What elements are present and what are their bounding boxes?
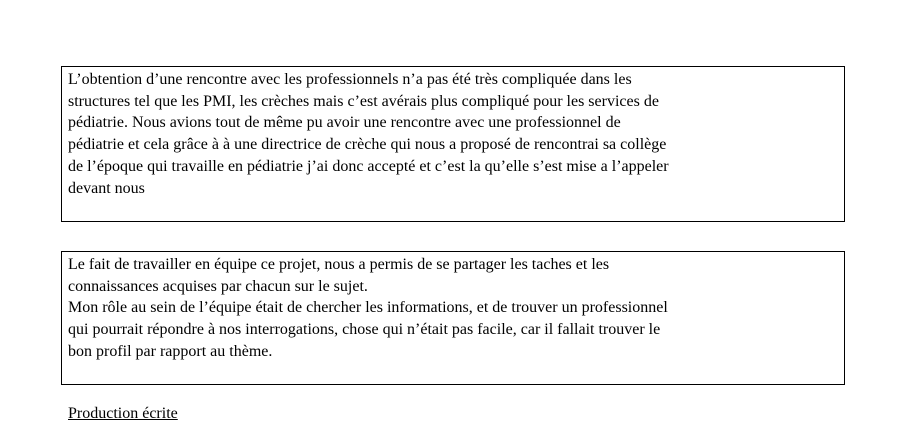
text-line: L’obtention d’une rencontre avec les professionnels n’a pas été très compliquée dans les — [68, 71, 632, 88]
section-heading: Production écrite — [68, 405, 178, 422]
text-box-teamwork-role — [61, 251, 845, 385]
text-line: pédiatrie. Nous avions tout de même pu avoir une rencontre avec une professionnel de — [68, 114, 621, 132]
text-line: structures tel que les PMI, les crèches mais c’est avérais plus compliqué pour les services de — [68, 92, 659, 110]
text-box-meeting-account — [61, 66, 845, 222]
text-line: Mon rôle au sein de l’équipe était de chercher les informations, et de trouver un professionnel — [68, 299, 668, 317]
text-line: devant nous — [68, 179, 145, 197]
text-line: qui pourrait répondre à nos interrogations, chose qui n’était pas facile, car il fallait trouver le — [68, 321, 661, 339]
text-line: connaissances acquises par chacun sur le sujet. — [68, 277, 368, 295]
text-line: bon profil par rapport au thème. — [68, 342, 273, 360]
text-line: pédiatrie et cela grâce à à une directrice de crèche qui nous a proposé de rencontrai sa collège — [68, 136, 667, 154]
text-line: de l’époque qui travaille en pédiatrie j’ai donc accepté et c’est la qu’elle s’est mise a l’appeler — [68, 157, 669, 175]
text-line: Le fait de travailler en équipe ce projet, nous a permis de se partager les taches et les — [68, 256, 610, 273]
